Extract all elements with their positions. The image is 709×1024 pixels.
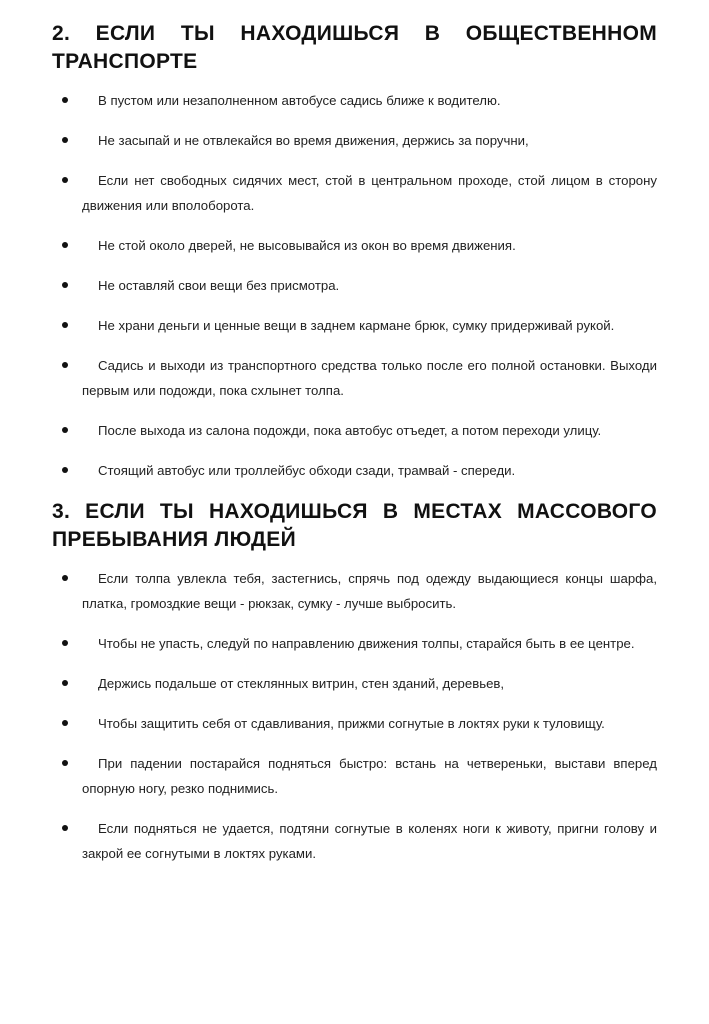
- list-item: Если подняться не удается, подтяни согнутые в коленях ноги к животу, пригни голову и закрой ее согнутыми в локтях руками.: [82, 816, 657, 866]
- list-item: Не оставляй свои вещи без присмотра.: [82, 273, 657, 298]
- bullet-icon: [62, 427, 68, 433]
- list-item: Садись и выходи из транспортного средства только после его полной остановки. Выходи первым или подожди, пока схлынет толпа.: [82, 353, 657, 403]
- list-item: При падении постарайся подняться быстро: встань на четвереньки, выстави вперед опорную ногу, резко поднимись.: [82, 751, 657, 801]
- list-item: После выхода из салона подожди, пока автобус отъедет, а потом переходи улицу.: [82, 418, 657, 443]
- list-item: Не засыпай и не отвлекайся во время движения, держись за поручни,: [82, 128, 657, 153]
- list-item: Если толпа увлекла тебя, застегнись, спрячь под одежду выдающиеся концы шарфа, платка, громоздкие вещи - рюкзак, сумку - лучше выбросить.: [82, 566, 657, 616]
- bullet-icon: [62, 282, 68, 288]
- bullet-list-crowded-places: [82, 566, 657, 866]
- list-item: Чтобы не упасть, следуй по направлению движения толпы, старайся быть в ее центре.: [82, 631, 657, 656]
- bullet-icon: [62, 825, 68, 831]
- list-item: Чтобы защитить себя от сдавливания, прижми согнутые в локтях руки к туловищу.: [82, 711, 657, 736]
- section-title-public-transport: 2. ЕСЛИ ТЫ НАХОДИШЬСЯ В ОБЩЕСТВЕННОМ ТРАНСПОРТЕ: [52, 22, 657, 73]
- bullet-icon: [62, 322, 68, 328]
- section-title-crowded-places: 3. ЕСЛИ ТЫ НАХОДИШЬСЯ В МЕСТАХ МАССОВОГО ПРЕБЫВАНИЯ ЛЮДЕЙ: [52, 500, 657, 551]
- bullet-icon: [62, 760, 68, 766]
- list-item: Если нет свободных сидячих мест, стой в центральном проходе, стой лицом в сторону движения или вполоборота.: [82, 168, 657, 218]
- bullet-list-public-transport: [82, 88, 657, 483]
- bullet-icon: [62, 467, 68, 473]
- list-item: Стоящий автобус или троллейбус обходи сзади, трамвай - спереди.: [82, 458, 657, 483]
- bullet-icon: [62, 575, 68, 581]
- list-item: Держись подальше от стеклянных витрин, стен зданий, деревьев,: [82, 671, 657, 696]
- bullet-icon: [62, 640, 68, 646]
- bullet-icon: [62, 97, 68, 103]
- list-item: Не храни деньги и ценные вещи в заднем кармане брюк, сумку придерживай рукой.: [82, 313, 657, 338]
- bullet-icon: [62, 680, 68, 686]
- list-item: В пустом или незаполненном автобусе садись ближе к водителю.: [82, 88, 657, 113]
- bullet-icon: [62, 720, 68, 726]
- list-item: Не стой около дверей, не высовывайся из окон во время движения.: [82, 233, 657, 258]
- bullet-icon: [62, 242, 68, 248]
- bullet-icon: [62, 177, 68, 183]
- bullet-icon: [62, 362, 68, 368]
- bullet-icon: [62, 137, 68, 143]
